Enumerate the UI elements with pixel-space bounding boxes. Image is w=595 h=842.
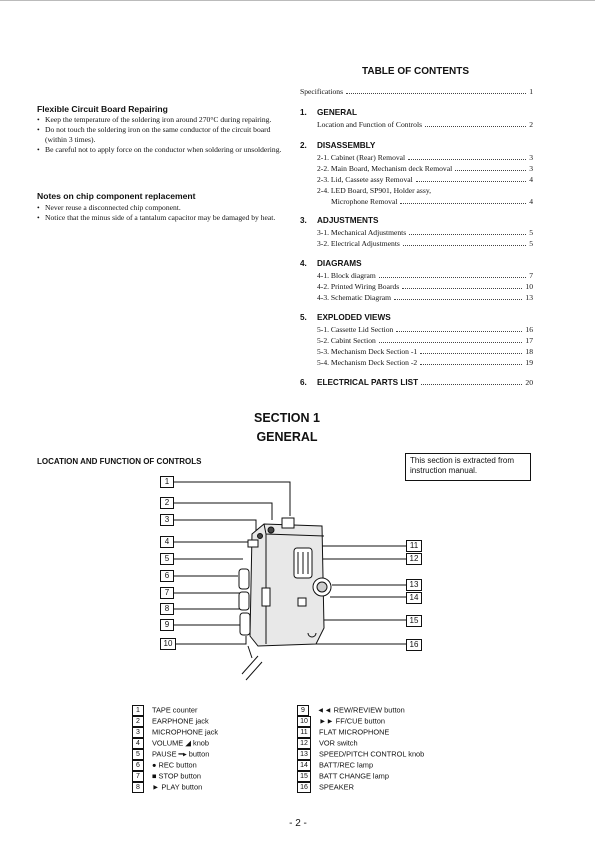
legend-item: 9 ◄◄ REW/REVIEW button <box>297 705 405 715</box>
toc-section-2[interactable]: 2. DISASSEMBLY <box>300 141 376 150</box>
toc-entry[interactable]: 4-3. Schematic Diagram 13 <box>317 293 533 302</box>
toc-entry[interactable]: Microphone Removal 4 <box>331 197 533 206</box>
toc-entry[interactable]: 2-3. Lid, Cassete assy Removal 4 <box>317 175 533 184</box>
recorder-illustration <box>140 468 430 700</box>
toc-entry-specifications[interactable]: Specifications 1 <box>300 87 533 96</box>
flex-heading: Flexible Circuit Board Repairing <box>37 104 168 114</box>
callout-10: 10 <box>160 638 176 650</box>
callout-5: 5 <box>160 553 174 565</box>
legend-item: 1 TAPE counter <box>132 705 197 715</box>
toc-entry[interactable]: 2-2. Main Board, Mechanism deck Removal 3 <box>317 164 533 173</box>
callout-9: 9 <box>160 619 174 631</box>
callout-2: 2 <box>160 497 174 509</box>
bullet-item: • Be careful not to apply force on the conductor when soldering or unsoldering. <box>37 145 282 155</box>
toc-entry[interactable]: 5-4. Mechanism Deck Section -2 19 <box>317 358 533 367</box>
callout-6: 6 <box>160 570 174 582</box>
bullet-item: • Notice that the minus side of a tantalum capacitor may be damaged by heat. <box>37 213 276 223</box>
callout-16: 16 <box>406 639 422 651</box>
bullet-item: • Never reuse a disconnected chip component. <box>37 203 181 212</box>
legend-item: 8 ► PLAY button <box>132 782 202 792</box>
toc-title: TABLE OF CONTENTS <box>362 66 470 77</box>
legend-item: 5 PAUSE ━▸ button <box>132 749 209 759</box>
controls-heading: LOCATION AND FUNCTION OF CONTROLS <box>37 457 202 466</box>
source-note: This section is extracted from instruction manual. <box>405 453 531 481</box>
toc-entry[interactable]: 5-3. Mechanism Deck Section -1 18 <box>317 347 533 356</box>
legend-item: 16 SPEAKER <box>297 782 354 792</box>
toc-section-1[interactable]: 1. GENERAL <box>300 108 358 117</box>
top-rule <box>0 0 595 1</box>
toc-entry[interactable]: 3-1. Mechanical Adjustments 5 <box>317 228 533 237</box>
legend-item: 6 ● REC button <box>132 760 197 770</box>
toc-section-4[interactable]: 4. DIAGRAMS <box>300 259 362 268</box>
legend-item: 2 EARPHONE jack <box>132 716 209 726</box>
toc-section-3[interactable]: 3. ADJUSTMENTS <box>300 216 379 225</box>
legend-item: 15 BATT CHANGE lamp <box>297 771 389 781</box>
legend-item: 4 VOLUME ◢ knob <box>132 738 209 748</box>
legend-item: 14 BATT/REC lamp <box>297 760 373 770</box>
toc-entry[interactable]: 5-1. Cassette Lid Section 16 <box>317 325 533 334</box>
flex-bullets <box>37 115 289 155</box>
toc-section-6[interactable]: 6. ELECTRICAL PARTS LIST 20 <box>300 378 533 387</box>
callout-15: 15 <box>406 615 422 627</box>
toc-entry[interactable]: 2-1. Cabinet (Rear) Removal 3 <box>317 153 533 162</box>
bullet-item: • Keep the temperature of the soldering iron around 270°C during repairing. <box>37 115 272 124</box>
chip-heading: Notes on chip component replacement <box>37 191 196 201</box>
toc-entry[interactable]: 3-2. Electrical Adjustments 5 <box>317 239 533 248</box>
callout-3: 3 <box>160 514 174 526</box>
legend-item: 3 MICROPHONE jack <box>132 727 218 737</box>
legend-item: 13 SPEED/PITCH CONTROL knob <box>297 749 424 759</box>
toc-entry[interactable]: 4-2. Printed Wiring Boards 10 <box>317 282 533 291</box>
chip-bullets <box>37 203 289 223</box>
toc-section-5[interactable]: 5. EXPLODED VIEWS <box>300 313 391 322</box>
toc-entry[interactable]: 2-4. LED Board, SP901, Holder assy, <box>317 186 432 195</box>
callout-14: 14 <box>406 592 422 604</box>
toc-entry[interactable]: Location and Function of Controls 2 <box>317 120 533 129</box>
bullet-item: • Do not touch the soldering iron on the same conductor of the circuit board (within 3 times). <box>37 125 271 144</box>
callout-13: 13 <box>406 579 422 591</box>
legend-item: 7 ■ STOP button <box>132 771 201 781</box>
callout-11: 11 <box>406 540 422 552</box>
section-title: GENERAL <box>256 430 318 444</box>
callout-4: 4 <box>160 536 174 548</box>
section-number: SECTION 1 <box>254 411 320 425</box>
page-number: - 2 - <box>289 818 307 829</box>
legend-item: 10 ►► FF/CUE button <box>297 716 385 726</box>
callout-7: 7 <box>160 587 174 599</box>
legend-item: 11 FLAT MICROPHONE <box>297 727 389 737</box>
callout-8: 8 <box>160 603 174 615</box>
legend-item: 12 VOR switch <box>297 738 358 748</box>
callout-1: 1 <box>160 476 174 488</box>
callout-12: 12 <box>406 553 422 565</box>
toc-entry[interactable]: 4-1. Block diagram 7 <box>317 271 533 280</box>
toc-entry[interactable]: 5-2. Cabint Section 17 <box>317 336 533 345</box>
